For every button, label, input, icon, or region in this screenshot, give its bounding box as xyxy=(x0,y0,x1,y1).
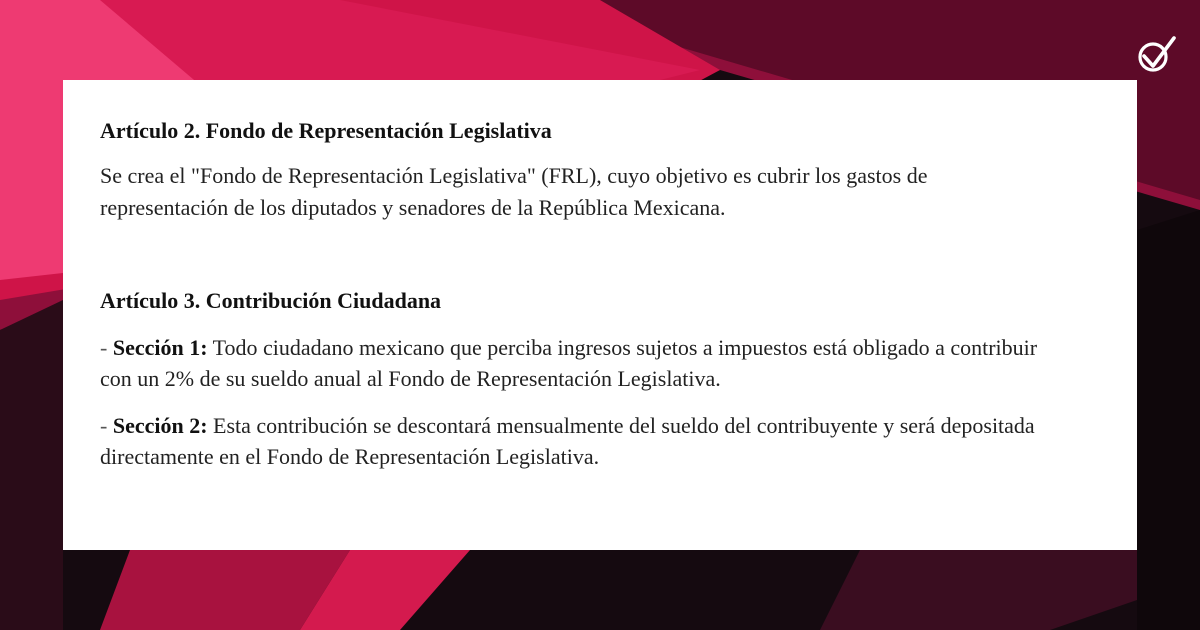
article-2 xyxy=(100,116,1097,224)
article-2-body: Se crea el "Fondo de Representación Legislativa" (FRL), cuyo objetivo es cubrir los gastos de representación de los diputados y senadores de la República Mexicana. xyxy=(100,163,928,220)
document-card xyxy=(63,80,1137,550)
check-circle-logo-icon xyxy=(1134,30,1180,76)
article-3 xyxy=(100,286,1097,472)
section-2-label: Sección 2: xyxy=(112,413,208,438)
section-2 xyxy=(100,410,1060,472)
section-2-text: Esta contribución se descontará mensualmente del sueldo del contribuyente y será depositada directamente en el Fondo de Representación Legislativa. xyxy=(100,413,1035,469)
section-1-text: Todo ciudadano mexicano que perciba ingresos sujetos a impuestos está obligado a contribuir con un 2% de su sueldo anual al Fondo de Representación Legislativa. xyxy=(100,335,1038,391)
article-3-title: Artículo 3. Contribución Ciudadana xyxy=(100,288,442,313)
section-2-dash: - xyxy=(100,413,108,438)
article-spacer xyxy=(100,224,1097,286)
section-1-label: Sección 1: xyxy=(112,335,208,360)
article-2-title: Artículo 2. Fondo de Representación Legislativa xyxy=(100,118,552,143)
section-1 xyxy=(100,332,1060,394)
section-1-dash: - xyxy=(100,335,108,360)
